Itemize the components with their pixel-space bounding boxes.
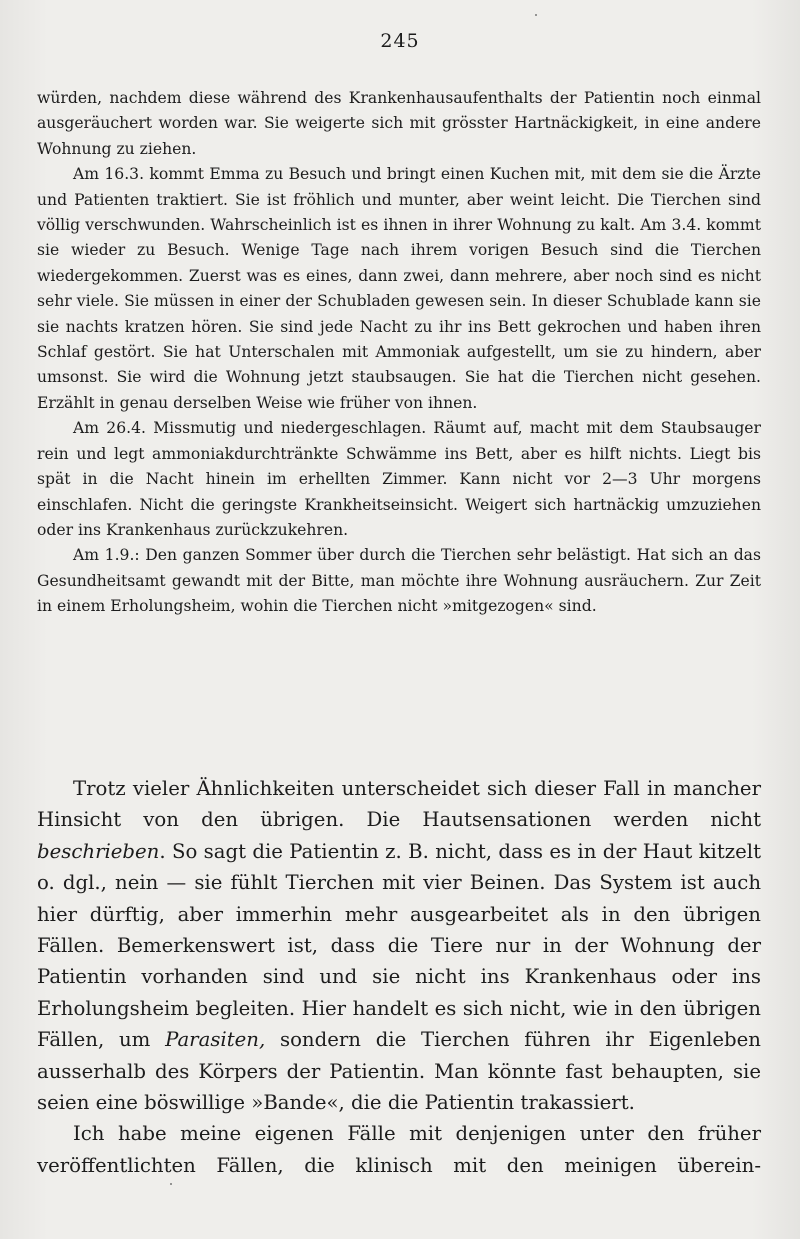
case-note-paragraph: Am 16.3. kommt Emma zu Besuch und bringt einen Kuchen mit, mit dem sie die Ärzte und Patienten traktiert. Sie ist fröhlich und munter, aber weint leicht. Die Tierchen sind völlig verschwunden. Wahrscheinlich ist es ihnen in ihrer Wohnung zu kalt. Am 3.4. kommt sie wieder zu Besuch. Wenige Tage nach ihrem vorigen Besuch sind die Tierchen wiedergekommen. Zuerst was es eines, dann zwei, dann mehrere, aber noch sind es nicht sehr viele. Sie müssen in einer der Schubladen gewesen sein. In dieser Schublade kann sie sie nachts kratzen hören. Sie sind jede Nacht zu ihr ins Bett gekrochen und haben ihren Schlaf gestört. Sie hat Unterschalen mit Ammoniak aufgestellt, um sie zu hindern, aber umsonst. Sie wird die Wohnung jetzt staubsaugen. Sie hat die Tierchen nicht gesehen. Erzählt in genau derselben Weise wie früher von ihnen.	[37, 165, 761, 412]
case-notes	[37, 86, 761, 620]
paper-speck	[170, 1183, 172, 1185]
body-text: . So sagt die Patientin z. B. nicht, dass es in der Haut kitzelt o. dgl., nein — sie fühlt Tierchen mit vier Beinen. Das System ist auch hier dürftig, aber immerhin mehr ausgearbeitet als in den übrigen Fällen. Bemerkenswert ist, dass die Tiere nur in der Wohnung der Patientin vorhanden sind und sie nicht ins Krankenhaus oder ins Erholungsheim begleiten. Hier handelt es sich nicht, wie in den übrigen Fällen, um	[37, 839, 761, 1052]
emphasis-text: beschrieben	[37, 839, 160, 863]
body-text: Trotz vieler Ähnlichkeiten unterscheidet sich dieser Fall in mancher Hinsicht von den übrigen. Die Hautsensationen werden nicht	[37, 777, 761, 832]
case-note-paragraph: Am 1.9.: Den ganzen Sommer über durch die Tierchen sehr belästigt. Hat sich an das Gesundheitsamt gewandt mit der Bitte, man möchte ihre Wohnung ausräuchern. Zur Zeit in einem Erholungsheim, wohin die Tierchen nicht »mitgezogen« sind.	[37, 546, 761, 616]
page-number: 245	[380, 30, 420, 52]
body-paragraph	[37, 773, 761, 1118]
main-text	[37, 773, 761, 1181]
body-text: sondern die Tierchen führen ihr Eigenleben ausserhalb des Körpers der Patientin. Man könnte fast behaupten, sie seien eine böswillige »Bande«, die die Patientin trakassiert.	[37, 1028, 761, 1115]
emphasis-text: Parasiten,	[165, 1028, 266, 1052]
case-note-paragraph: würden, nachdem diese während des Krankenhausaufenthalts der Patientin noch einmal ausgeräuchert worden war. Sie weigerte sich mit grösster Hartnäckigkeit, in eine andere Wohnung zu ziehen.	[37, 89, 761, 158]
case-note-paragraph: Am 26.4. Missmutig und niedergeschlagen. Räumt auf, macht mit dem Staubsauger rein und legt ammoniakdurchtränkte Schwämme ins Bett, aber es hilft nichts. Liegt bis spät in die Nacht hinein im erhellten Zimmer. Kann nicht vor 2—3 Uhr morgens einschlafen. Nicht die geringste Krankheitseinsicht. Weigert sich hartnäckig umzuziehen oder ins Krankenhaus zurückzukehren.	[37, 419, 761, 539]
paper-speck	[535, 14, 537, 16]
body-paragraph: Ich habe meine eigenen Fälle mit denjenigen unter den früher veröffentlichten Fällen, die klinisch mit den meinigen überein-	[37, 1122, 761, 1177]
